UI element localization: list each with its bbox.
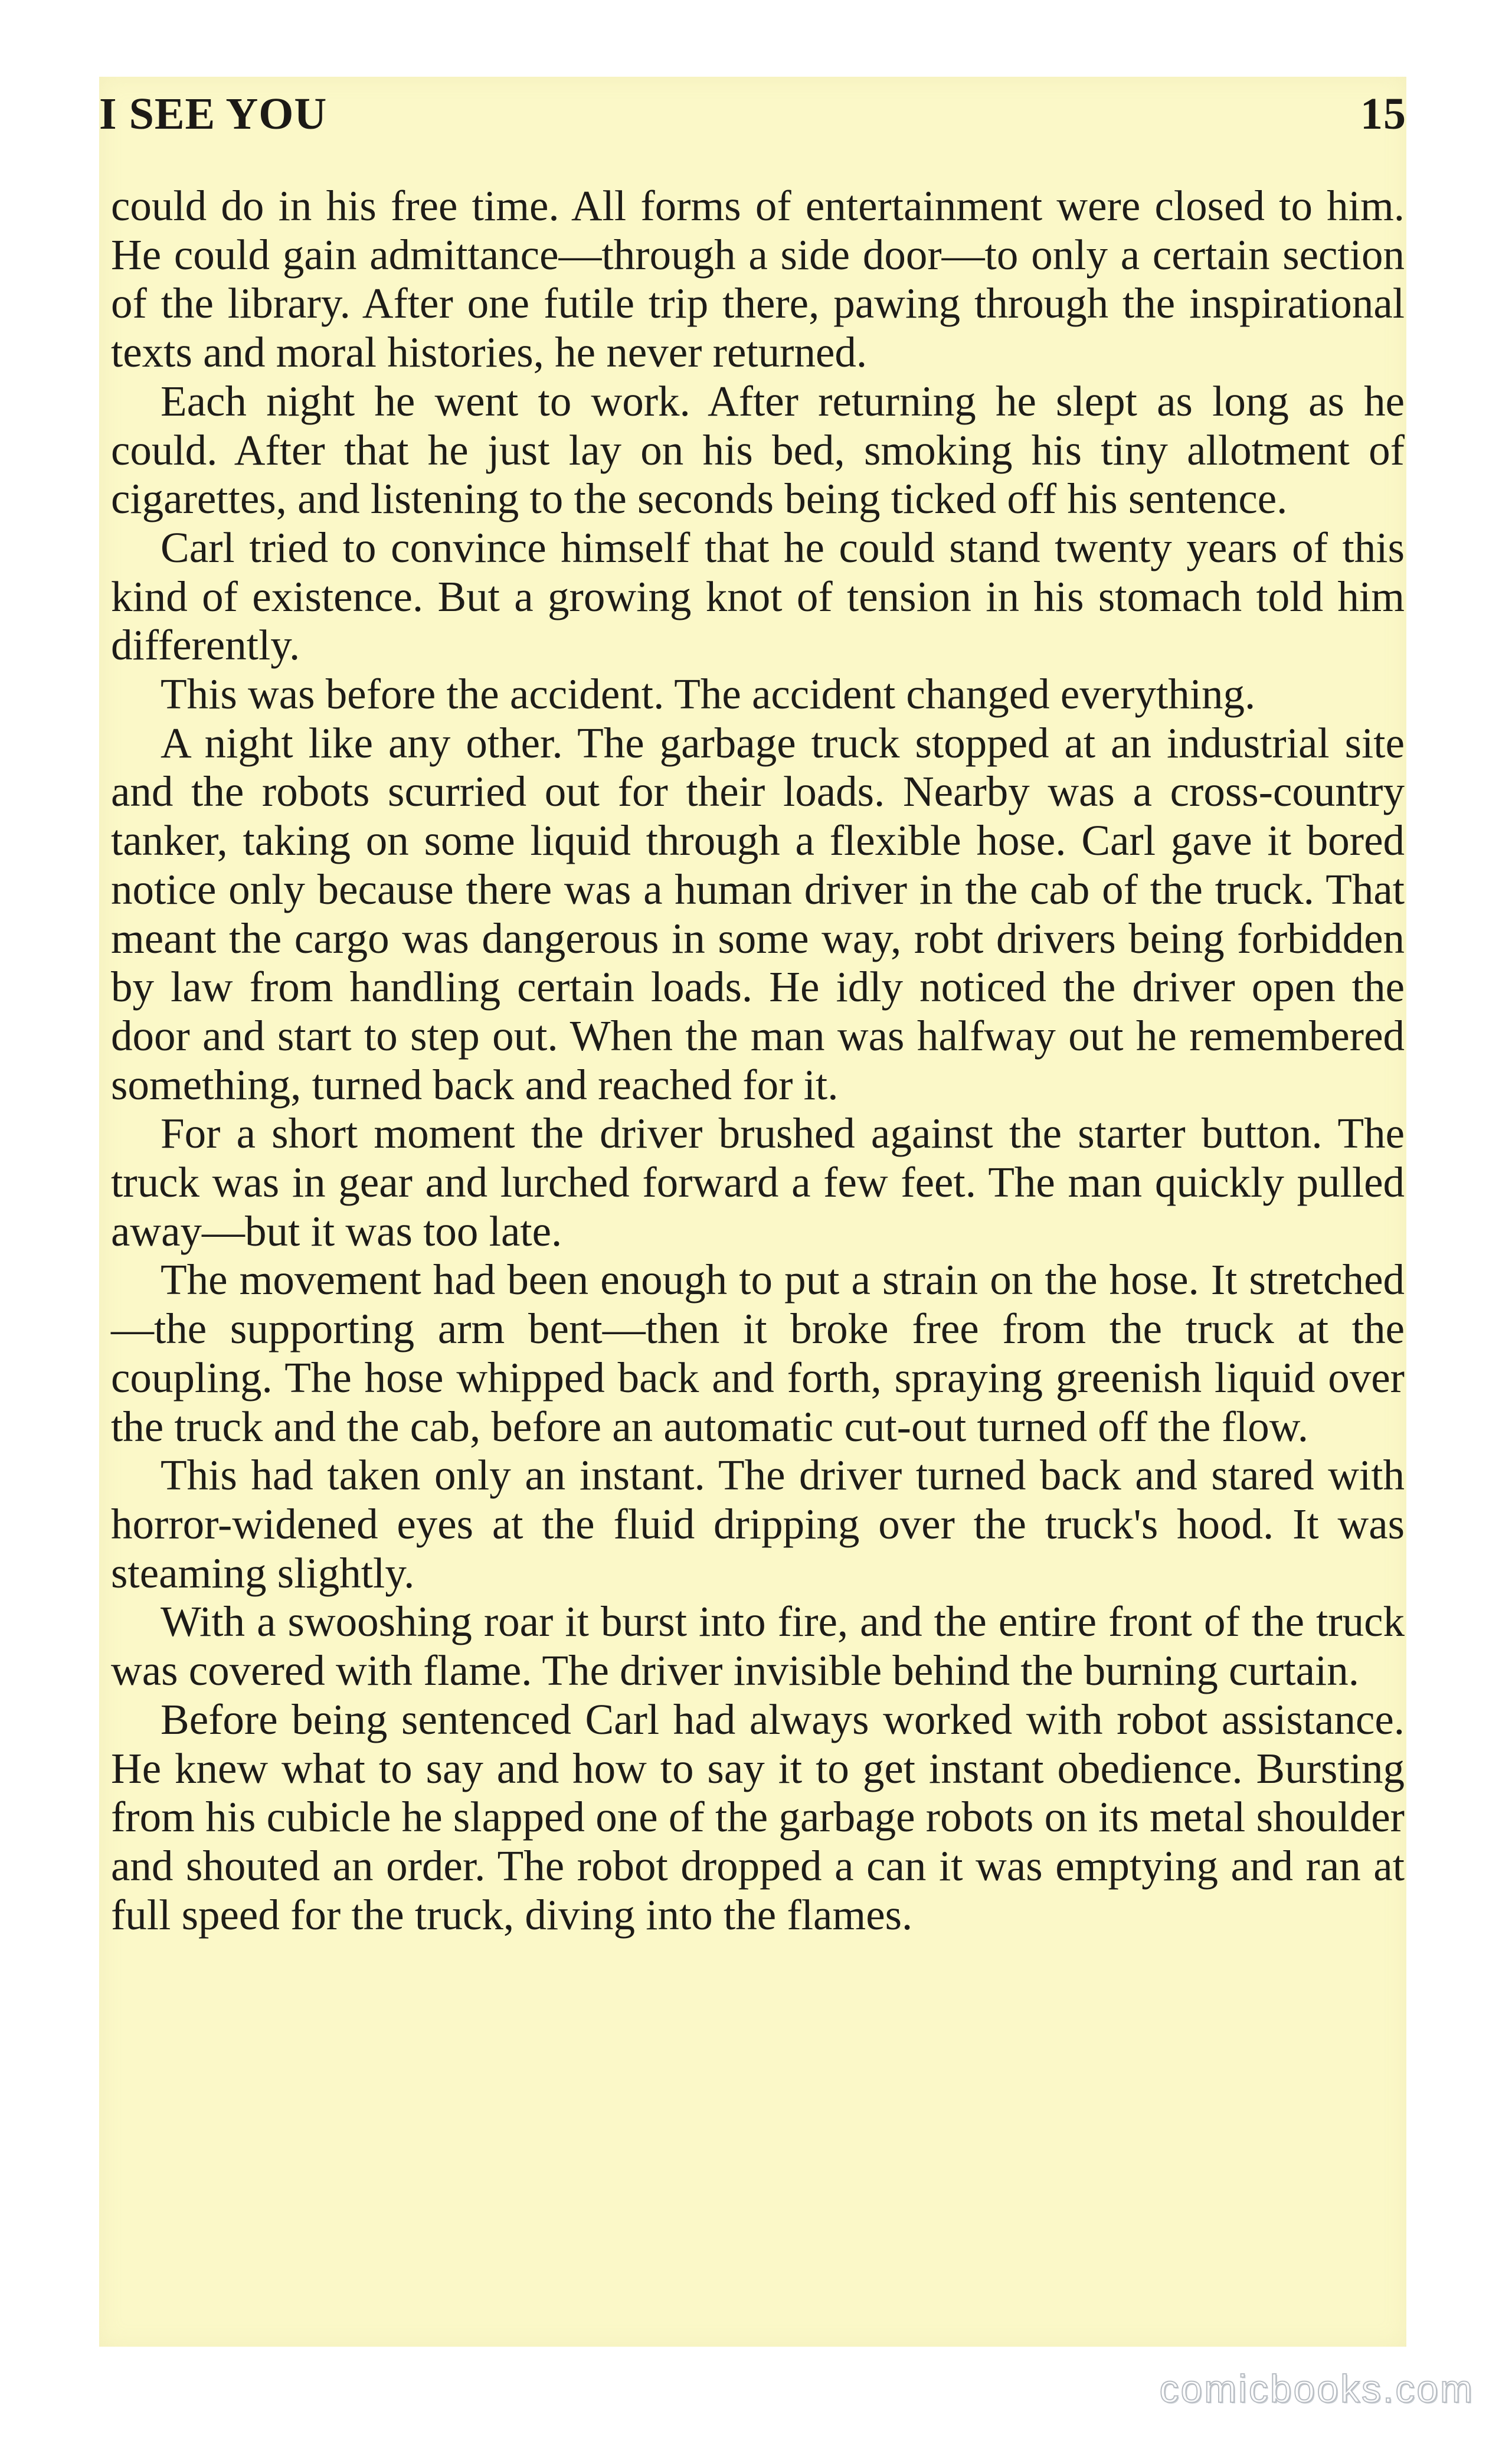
paragraph-continued: could do in his free time. All forms of entertainment were closed to him. He could gain admittance—through a side door—to only a certain section of the library. After one futile trip there, pawing through the inspirational texts and moral histories, he never returned. — [111, 182, 1405, 377]
page-number: 15 — [1360, 89, 1406, 139]
paragraph: A night like any other. The garbage truck stopped at an industrial site and the robots scurried out for their loads. Nearby was a cross-country tanker, taking on some liquid through a flexible hose. Carl gave it bored notice only because there was a human driver in the cab of the truck. That meant the cargo was dangerous in some way, robt drivers being forbidden by law from handling certain loads. He idly noticed the driver open the door and start to step out. When the man was halfway out he remembered something, turned back and reached for it. — [111, 718, 1405, 1109]
paragraph: The movement had been enough to put a strain on the hose. It stretched—the supporting arm bent—then it broke free from the truck at the coupling. The hose whipped back and forth, spraying greenish liquid over the truck and the cab, before an automatic cut-out turned off the flow. — [111, 1256, 1405, 1451]
paragraph: Before being sentenced Carl had always worked with robot assistance. He knew what to say and how to say it to get instant obedience. Bursting from his cubicle he slapped one of the garbage robots on its metal shoulder and shouted an order. The robot dropped a can it was emptying and ran at full speed for the truck, diving into the flames. — [111, 1695, 1405, 1939]
body-text — [111, 182, 1405, 1939]
paragraph: Each night he went to work. After returning he slept as long as he could. After that he just lay on his bed, smoking his tiny allotment of cigarettes, and listening to the seconds being ticked off his sentence. — [111, 377, 1405, 523]
watermark: comicbooks.com — [1159, 2367, 1474, 2410]
running-head — [99, 89, 1406, 153]
paragraph: This was before the accident. The accident changed everything. — [161, 670, 1256, 718]
paragraph: With a swooshing roar it burst into fire, and the entire front of the truck was covered with flame. The driver invisible behind the burning curtain. — [111, 1598, 1405, 1695]
paragraph: Carl tried to convince himself that he could stand twenty years of this kind of existence. But a growing knot of tension in his stomach told him differently. — [111, 523, 1405, 669]
running-title: I SEE YOU — [99, 89, 328, 139]
paragraph: This had taken only an instant. The driver turned back and stared with horror-widened eyes at the fluid dripping over the truck's hood. It was steaming slightly. — [111, 1451, 1405, 1597]
paragraph: For a short moment the driver brushed against the starter button. The truck was in gear and lurched forward a few feet. The man quickly pulled away—but it was too late. — [111, 1109, 1405, 1255]
